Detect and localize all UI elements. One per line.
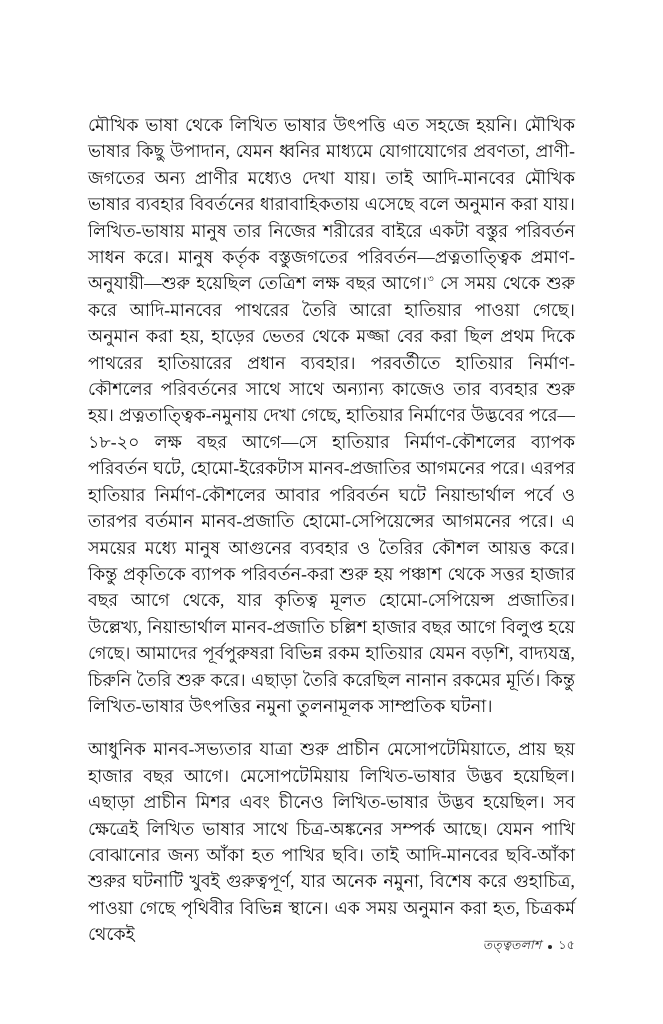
- bullet-dot-icon: [548, 937, 552, 955]
- body-text-block: [88, 112, 575, 948]
- footer-book-title: তত্ত্বতলাশ: [482, 938, 542, 952]
- paragraph-1: [88, 112, 575, 719]
- page-footer: [88, 936, 575, 955]
- footer-page-number: ১৫: [558, 938, 575, 952]
- paragraph-2-text: আধুনিক মানব-সভ্যতার যাত্রা শুরু প্রাচীন মেসোপটেমিয়াতে, প্রায় ছয় হাজার বছর আগে। মেসোপটেমিয়ায় লিখিত-ভাষার উদ্ভব হয়েছিল। এছাড়া প্রাচীন মিশর এবং চীনেও লিখিত-ভাষার উদ্ভব হয়েছিল। সব ক্ষেত্রেই লিখিত ভাষার সাথে চিত্র-অঙ্কনের সম্পর্ক আছে। যেমন পাখি বোঝানোর জন্য আঁকা হত পাখির ছবি। তাই আদি-মানবের ছবি-আঁকা শুরুর ঘটনাটি খুবই গুরুত্বপূর্ণ, যার অনেক নমুনা, বিশেষ করে গুহাচিত্র, পাওয়া গেছে পৃথিবীর বিভিন্ন স্থানে। এক সময় অনুমান করা হত, চিত্রকর্ম থেকেই: [88, 739, 575, 945]
- paragraph-1-text-before-footnote: মৌখিক ভাষা থেকে লিখিত ভাষার উৎপত্তি এত সহজে হয়নি। মৌখিক ভাষার কিছু উপাদান, যেমন ধ্বনির মাধ্যমে যোগাযোগের প্রবণতা, প্রাণী-জগতের অন্য প্রাণীর মধ্যেও দেখা যায়। তাই আদি-মানবের মৌখিক ভাষার ব্যবহার বিবর্তনের ধারাবাহিকতায় এসেছে বলে অনুমান করা যায়। লিখিত-ভাষায় মানুষ তার নিজের শরীরের বাইরে একটা বস্তুর পরিবর্তন সাধন করে। মানুষ কর্তৃক বস্তুজগতের পরিবর্তন—প্রত্নতাত্ত্বিক প্রমাণ-অনুযায়ী—শুরু হয়েছিল তেত্রিশ লক্ষ বছর আগে।: [88, 115, 575, 294]
- paragraph-1-text-after-footnote: সে সময় থেকে শুরু করে আদি-মানবের পাথরের তৈরি আরো হাতিয়ার পাওয়া গেছে। অনুমান করা হয়, হাড়ের ভেতর থেকে মজ্জা বের করা ছিল প্রথম দিকে পাথরের হাতিয়ারের প্রধান ব্যবহার। পরবর্তীতে হাতিয়ার নির্মাণ-কৌশলের পরিবর্তনের সাথে সাথে অন্যান্য কাজেও তার ব্যবহার শুরু হয়। প্রত্নতাত্ত্বিক-নমুনায় দেখা গেছে, হাতিয়ার নির্মাণের উদ্ভবের পরে—১৮-২০ লক্ষ বছর আগে—সে হাতিয়ার নির্মাণ-কৌশলের ব্যাপক পরিবর্তন ঘটে, হোমো-ইরেকটাস মানব-প্রজাতির আগমনের পরে। এরপর হাতিয়ার নির্মাণ-কৌশলের আবার পরিবর্তন ঘটে নিয়ান্ডার্থাল পর্বে ও তারপর বর্তমান মানব-প্রজাতি হোমো-সেপিয়েন্সের আগমনের পরে। এ সময়ের মধ্যে মানুষ আগুনের ব্যবহার ও তৈরির কৌশল আয়ত্ত করে। কিন্তু প্রকৃতিকে ব্যাপক পরিবর্তন-করা শুরু হয় পঞ্চাশ থেকে সত্তর হাজার বছর আগে থেকে, যার কৃতিত্ব মূলত হোমো-সেপিয়েন্স প্রজাতির। উল্লেখ্য, নিয়ান্ডার্থাল মানব-প্রজাতি চল্লিশ হাজার বছর আগে বিলুপ্ত হয়ে গেছে। আমাদের পূর্বপুরুষরা বিভিন্ন রকম হাতিয়ার যেমন বড়শি, বাদ্যযন্ত্র, চিরুনি তৈরি শুরু করে। এছাড়া তৈরি করেছিল নানান রকমের মূর্তি। কিন্তু লিখিত-ভাষার উৎপত্তির নমুনা তুলনামূলক সাম্প্রতিক ঘটনা।: [88, 273, 576, 716]
- paragraph-2: [88, 736, 575, 947]
- footnote-reference-marker[interactable]: ৩: [427, 274, 434, 286]
